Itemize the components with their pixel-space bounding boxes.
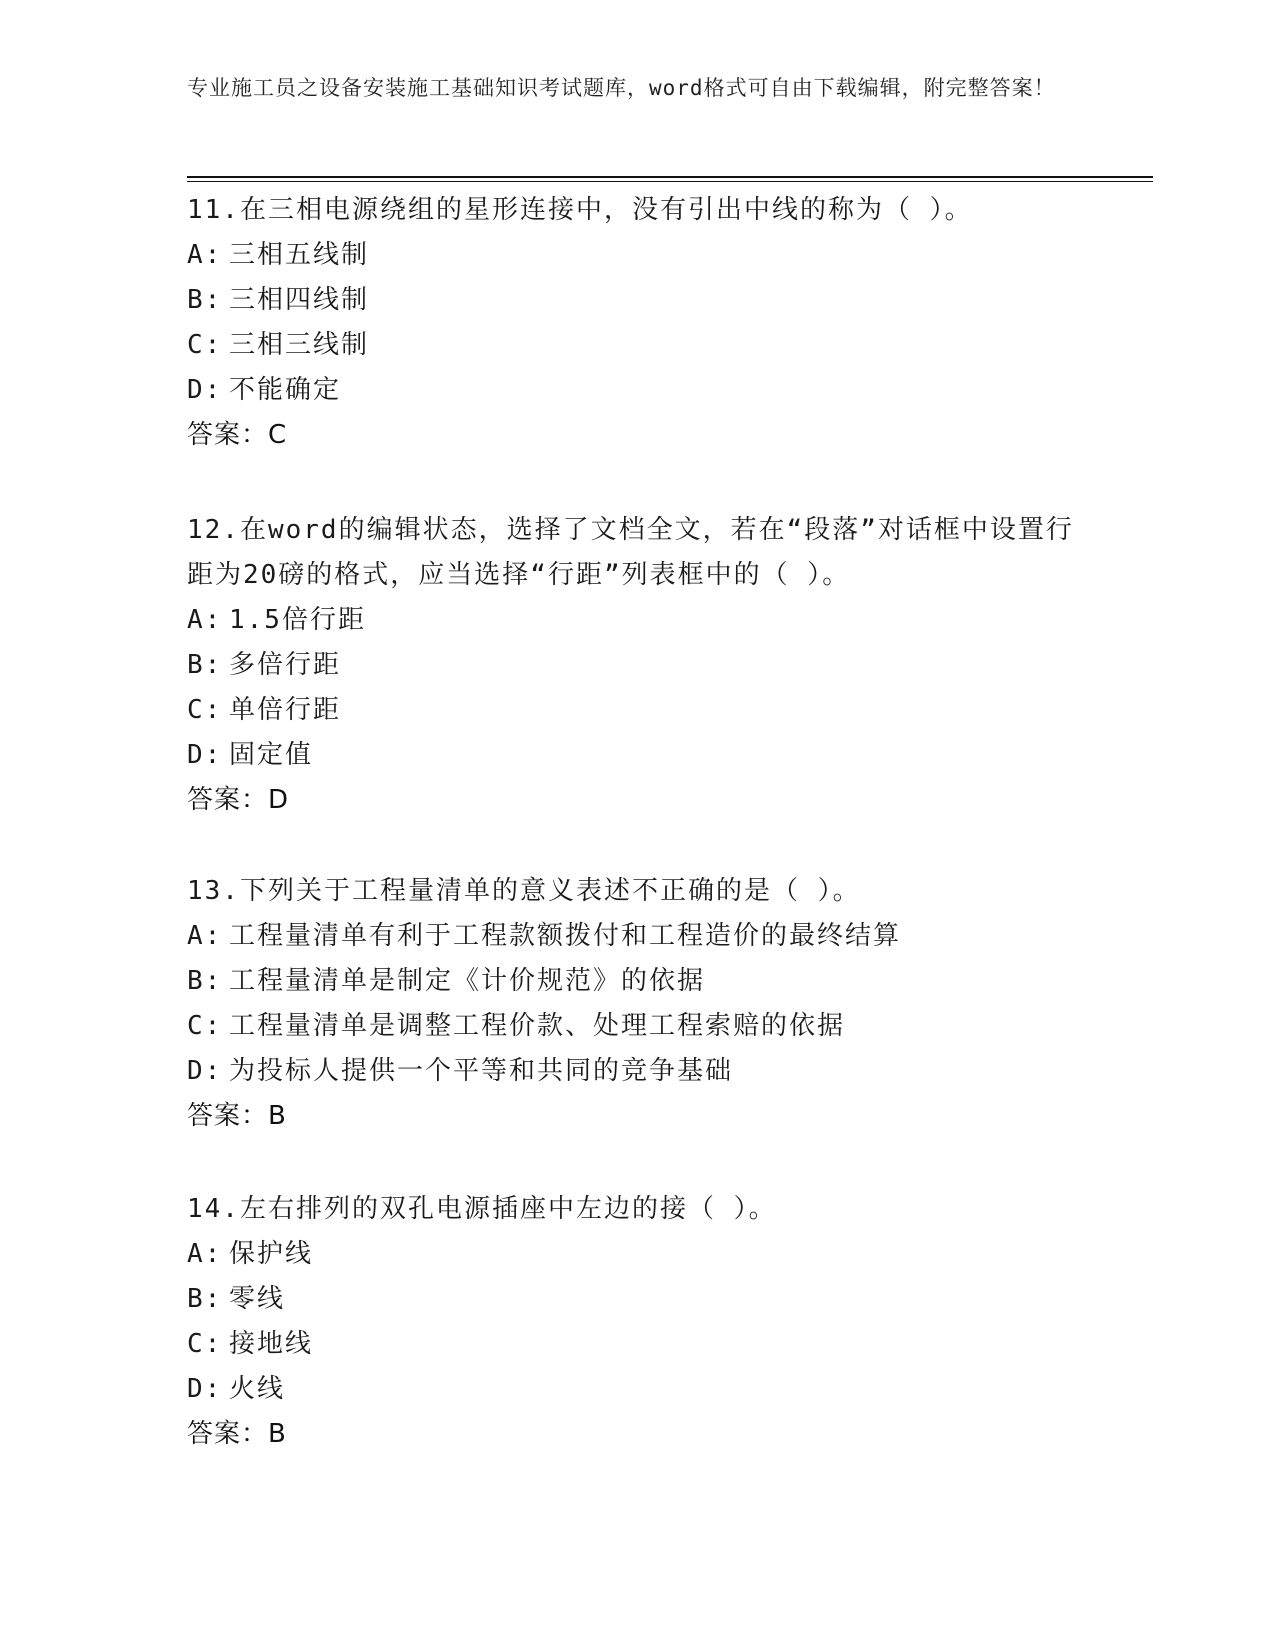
option-text: 多倍行距	[229, 650, 342, 680]
option-text: 1.5倍行距	[229, 605, 366, 635]
option-a	[187, 233, 1087, 278]
option-text: 火线	[229, 1374, 286, 1404]
answer-line: 答案：B	[187, 1419, 287, 1449]
option-d	[187, 368, 1087, 413]
header-divider-thin	[187, 181, 1153, 182]
option-text: 零线	[229, 1284, 286, 1314]
option-text: 接地线	[229, 1329, 314, 1359]
option-c	[187, 1322, 1087, 1367]
option-d	[187, 1049, 1087, 1094]
option-d	[187, 733, 1087, 778]
option-letter: B:	[187, 966, 223, 996]
question-block	[187, 869, 1087, 1139]
option-a	[187, 598, 1087, 643]
option-text: 固定值	[229, 740, 314, 770]
option-letter: B:	[187, 285, 223, 315]
question-title: 13.下列关于工程量清单的意义表述不正确的是（ ）。	[187, 876, 861, 906]
option-text: 三相四线制	[229, 285, 370, 315]
option-d	[187, 1367, 1087, 1412]
question-title: 12.在word的编辑状态，选择了文档全文，若在“段落”对话框中设置行距为20磅的格式，应当选择“行距”列表框中的（ ）。	[187, 515, 1074, 590]
header-divider-thick	[187, 176, 1153, 178]
option-letter: A:	[187, 921, 223, 951]
option-letter: D:	[187, 375, 223, 405]
question-title: 14.左右排列的双孔电源插座中左边的接（ ）。	[187, 1194, 777, 1224]
answer-line: 答案：B	[187, 1101, 287, 1131]
option-b	[187, 643, 1087, 688]
answer-line: 答案：D	[187, 785, 290, 815]
option-letter: B:	[187, 1284, 223, 1314]
question-block	[187, 188, 1087, 458]
option-b	[187, 1277, 1087, 1322]
option-letter: A:	[187, 1239, 223, 1269]
option-letter: D:	[187, 740, 223, 770]
option-a	[187, 914, 1087, 959]
option-a	[187, 1232, 1087, 1277]
option-text: 三相三线制	[229, 330, 370, 360]
option-b	[187, 959, 1087, 1004]
option-letter: C:	[187, 695, 223, 725]
question-block	[187, 1187, 1087, 1457]
option-letter: A:	[187, 605, 223, 635]
option-letter: A:	[187, 240, 223, 270]
question-title: 11.在三相电源绕组的星形连接中，没有引出中线的称为（ ）。	[187, 195, 973, 225]
option-text: 三相五线制	[229, 240, 370, 270]
answer-line: 答案：C	[187, 420, 288, 450]
option-text: 工程量清单是制定《计价规范》的依据	[229, 966, 706, 996]
option-b	[187, 278, 1087, 323]
question-block	[187, 508, 1087, 823]
option-letter: C:	[187, 1011, 223, 1041]
option-letter: C:	[187, 1329, 223, 1359]
option-letter: D:	[187, 1374, 223, 1404]
option-c	[187, 688, 1087, 733]
document-header: 专业施工员之设备安装施工基础知识考试题库，word格式可自由下载编辑，附完整答案！	[187, 76, 1056, 100]
option-text: 工程量清单有利于工程款额拨付和工程造价的最终结算	[229, 921, 902, 951]
option-text: 保护线	[229, 1239, 314, 1269]
option-c	[187, 323, 1087, 368]
option-letter: B:	[187, 650, 223, 680]
option-text: 为投标人提供一个平等和共同的竞争基础	[229, 1056, 734, 1086]
option-letter: C:	[187, 330, 223, 360]
option-text: 单倍行距	[229, 695, 342, 725]
option-c	[187, 1004, 1087, 1049]
option-text: 不能确定	[229, 375, 342, 405]
option-text: 工程量清单是调整工程价款、处理工程索赔的依据	[229, 1011, 846, 1041]
option-letter: D:	[187, 1056, 223, 1086]
